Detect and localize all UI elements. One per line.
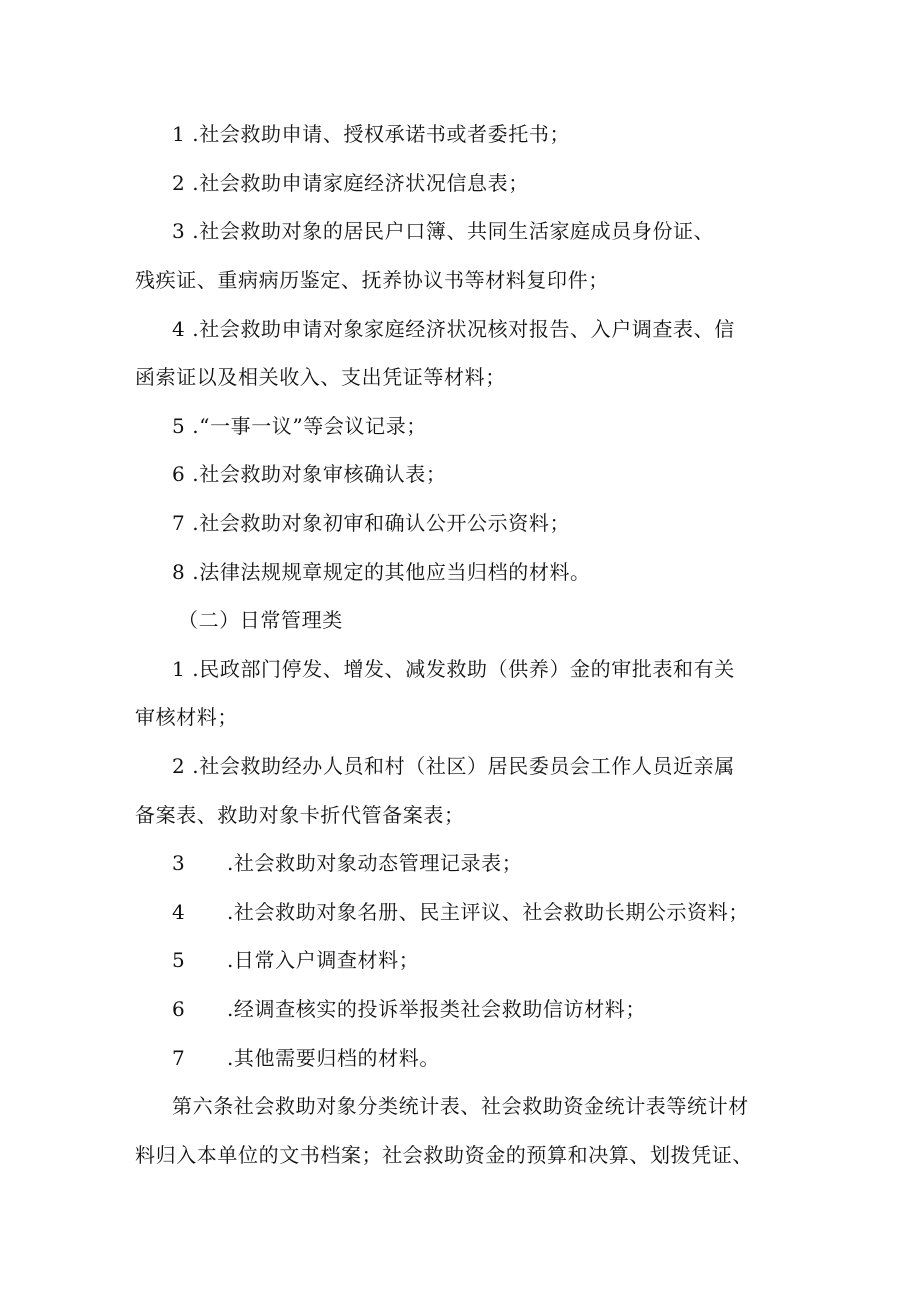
- item-number: 7: [172, 511, 186, 535]
- list-item-continuation: 函索证以及相关收入、支出凭证等材料；: [135, 365, 506, 389]
- item-number: 8: [172, 560, 186, 584]
- list-item: [172, 171, 529, 195]
- section-heading: （二）日常管理类: [178, 608, 343, 632]
- list-item: [172, 948, 419, 972]
- item-number: 4: [172, 900, 186, 924]
- list-item: [172, 219, 714, 243]
- list-item-continuation: 备案表、救助对象卡折代管备案表；: [135, 803, 465, 827]
- item-text: .社会救助对象审核确认表；: [192, 462, 447, 486]
- item-text: .社会救助申请家庭经济状况信息表；: [192, 171, 529, 195]
- item-number: 6: [172, 997, 186, 1021]
- item-number: 1: [172, 122, 186, 146]
- list-item: [172, 511, 570, 535]
- list-item: [172, 462, 446, 486]
- article-paragraph-line: 料归入本单位的文书档案；社会救助资金的预算和决算、划拨凭证、: [135, 1143, 753, 1167]
- item-text: .社会救助对象初审和确认公开公示资料；: [192, 511, 571, 535]
- list-item-continuation: 残疾证、重病病历鉴定、抚养协议书等材料复印件；: [135, 268, 609, 292]
- item-text: .社会救助对象动态管理记录表；: [226, 851, 523, 875]
- item-number: 5: [172, 414, 186, 438]
- item-text: .社会救助对象名册、民主评议、社会救助长期公示资料；: [226, 900, 749, 924]
- item-text: .民政部门停发、增发、减发救助（供养）金的审批表和有关: [192, 657, 735, 681]
- item-number: 5: [172, 948, 186, 972]
- list-item: [172, 317, 735, 341]
- article-paragraph-line: 第六条社会救助对象分类统计表、社会救助资金统计表等统计材: [172, 1094, 749, 1118]
- item-text: .日常入户调查材料；: [226, 948, 420, 972]
- item-text: .“一事一议”等会议记录；: [192, 414, 427, 438]
- list-item: [172, 997, 646, 1021]
- item-text: .社会救助对象的居民户口簿、共同生活家庭成员身份证、: [192, 219, 715, 243]
- item-number: 2: [172, 754, 186, 778]
- item-text: .其他需要归档的材料。: [226, 1046, 440, 1070]
- item-text: .社会救助申请对象家庭经济状况核对报告、入户调查表、信: [192, 317, 735, 341]
- list-item: [172, 900, 749, 924]
- list-item: [172, 657, 735, 681]
- item-number: 1: [172, 657, 186, 681]
- list-item: [172, 1046, 440, 1070]
- item-number: 3: [172, 851, 186, 875]
- item-number: 3: [172, 219, 186, 243]
- list-item: [172, 754, 735, 778]
- list-item: [172, 851, 522, 875]
- list-item: [172, 414, 427, 438]
- item-number: 2: [172, 171, 186, 195]
- item-number: 4: [172, 317, 186, 341]
- list-item-continuation: 审核材料；: [135, 705, 238, 729]
- item-text: .社会救助申请、授权承诺书或者委托书；: [192, 122, 571, 146]
- item-text: .社会救助经办人员和村（社区）居民委员会工作人员近亲属: [192, 754, 735, 778]
- item-number: 7: [172, 1046, 186, 1070]
- item-text: .法律法规规章规定的其他应当归档的材料。: [192, 560, 591, 584]
- item-number: 6: [172, 462, 186, 486]
- item-text: .经调查核实的投诉举报类社会救助信访材料；: [226, 997, 646, 1021]
- list-item: [172, 122, 570, 146]
- list-item: [172, 560, 591, 584]
